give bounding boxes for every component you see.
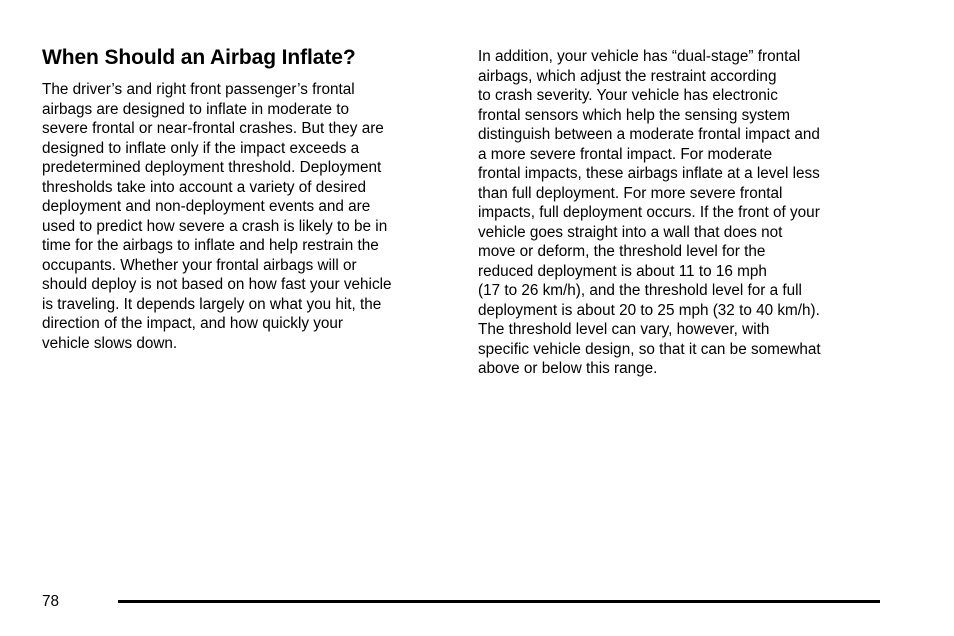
- paragraph-line: move or deform, the threshold level for the: [478, 243, 766, 260]
- paragraph-line: deployment is about 20 to 25 mph (32 to 40 km/h).: [478, 301, 820, 319]
- section-heading: When Should an Airbag Inflate?: [42, 46, 356, 69]
- left-column: [42, 44, 444, 353]
- left-paragraph: [42, 80, 444, 353]
- paragraph-line: designed to inflate only if the impact exceeds a: [42, 139, 360, 157]
- paragraph-line: In addition, your vehicle has “dual-stage” frontal: [478, 48, 801, 65]
- paragraph-line: is traveling. It depends largely on what you hit, the: [42, 295, 382, 313]
- paragraph-line: airbags are designed to inflate in moderate to: [42, 100, 349, 118]
- paragraph-line: than full deployment. For more severe frontal: [478, 184, 783, 202]
- paragraph-line: predetermined deployment threshold. Deployment: [42, 159, 382, 176]
- paragraph-line: reduced deployment is about 11 to 16 mph: [478, 262, 767, 280]
- paragraph-line: airbags, which adjust the restraint according: [478, 67, 777, 85]
- paragraph-line: a more severe frontal impact. For moderate: [478, 145, 773, 163]
- paragraph-line: The threshold level can vary, however, with: [478, 321, 770, 338]
- paragraph-line: thresholds take into account a variety of desired: [42, 178, 366, 196]
- paragraph-line: impacts, full deployment occurs. If the front of your: [478, 204, 820, 221]
- paragraph-line: time for the airbags to inflate and help restrain the: [42, 237, 379, 254]
- page-number: 78: [42, 593, 60, 610]
- paragraph-line: distinguish between a moderate frontal impact and: [478, 126, 820, 143]
- right-column: [478, 47, 884, 379]
- paragraph-line: frontal sensors which help the sensing system: [478, 106, 791, 124]
- paragraph-line: occupants. Whether your frontal airbags will or: [42, 256, 357, 274]
- paragraph-line: (17 to 26 km/h), and the threshold level for a full: [478, 282, 802, 299]
- paragraph-line: frontal impacts, these airbags inflate at a level less: [478, 165, 820, 182]
- paragraph-line: used to predict how severe a crash is likely to be in: [42, 217, 388, 235]
- paragraph-line: above or below this range.: [478, 360, 658, 377]
- paragraph-line: The driver’s and right front passenger’s frontal: [42, 81, 355, 98]
- paragraph-line: specific vehicle design, so that it can be somewhat: [478, 340, 821, 358]
- paragraph-line: to crash severity. Your vehicle has electronic: [478, 87, 778, 104]
- paragraph-line: should deploy is not based on how fast your vehicle: [42, 276, 392, 293]
- paragraph-line: direction of the impact, and how quickly your: [42, 315, 343, 332]
- right-paragraph: [478, 47, 884, 379]
- paragraph-line: severe frontal or near-frontal crashes. But they are: [42, 120, 384, 137]
- footer-divider: [118, 600, 880, 603]
- paragraph-line: deployment and non-deployment events and are: [42, 198, 371, 215]
- paragraph-line: vehicle goes straight into a wall that does not: [478, 223, 783, 241]
- paragraph-line: vehicle slows down.: [42, 334, 178, 352]
